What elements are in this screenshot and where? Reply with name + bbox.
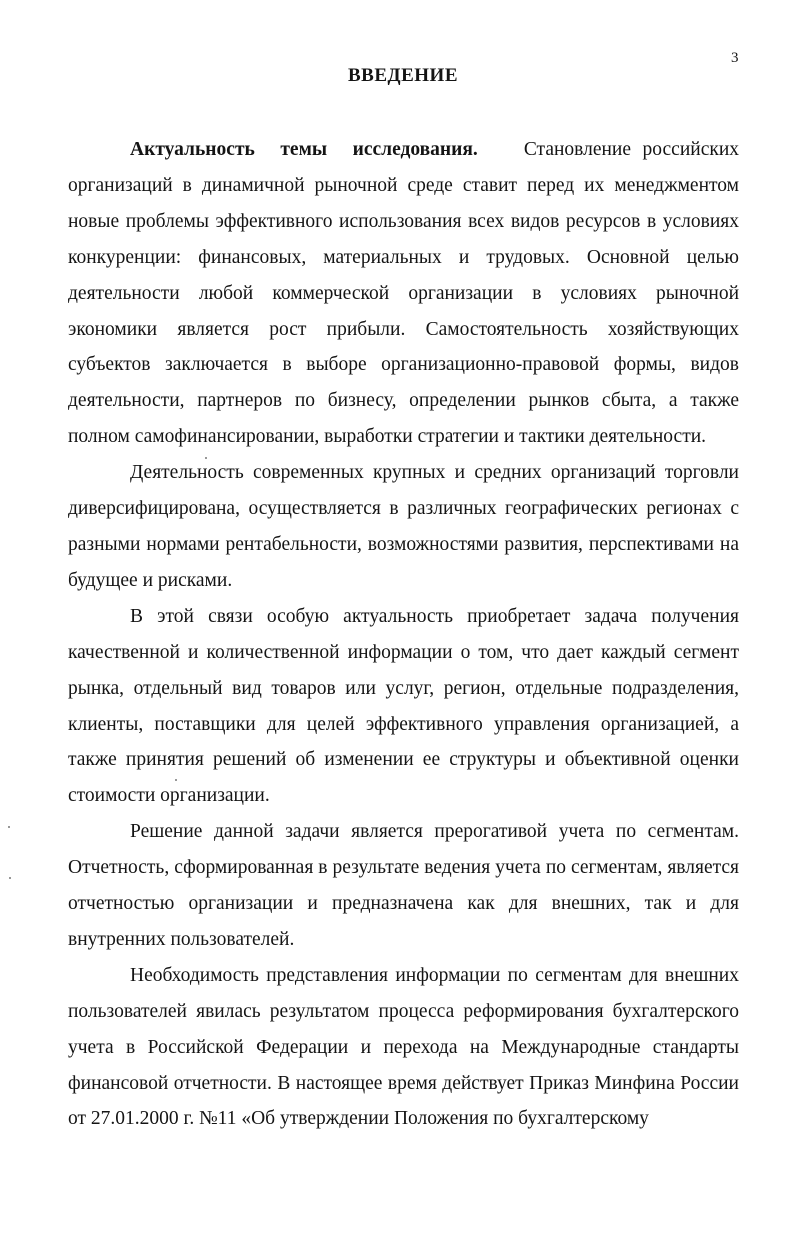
paragraph-lead: Актуальность темы исследования. xyxy=(130,139,478,160)
scan-speck xyxy=(205,457,207,459)
paragraph-necessity: Необходимость представления информации по сегментам для внешних пользователей явилась результатом процесса реформирования бухгалтерского учета в Российской Федерации и перехода на Международные стандарты финансовой отчетности. В настоящее время действует Приказ Минфина России от 27.01.2000 г. №11 «Об утверждении Положения по бухгалтерскому xyxy=(68,964,739,1130)
page-title: ВВЕДЕНИЕ xyxy=(348,65,458,86)
paragraph-solution: Решение данной задачи является прерогативой учета по сегментам. Отчетность, сформированная в результате ведения учета по сегментам, является отчетностью организации и предназначена как для внешних, так и для внутренних пользователей. xyxy=(68,821,739,950)
paragraph-task: В этой связи особую актуальность приобретает задача получения качественной и количественной информации о том, что дает каждый сегмент рынка, отдельный вид товаров или услуг, регион, отдельные подразделения, клиенты, поставщики для целей эффективного управления организацией, а также принятия решений об изменении ее структуры и объективной оценки стоимости организации. xyxy=(68,605,739,807)
page-number: 3 xyxy=(731,50,739,66)
scan-speck xyxy=(9,877,11,879)
document-body xyxy=(68,132,739,1137)
scan-speck xyxy=(175,779,177,781)
paragraph-diversification: Деятельность современных крупных и средних организаций торговли диверсифицирована, осуществляется в различных географических регионах с разными нормами рентабельности, возможностями развития, перспективами на будущее и рисками. xyxy=(68,462,739,591)
paragraph-relevance xyxy=(68,132,739,455)
paragraph-text: Становление российских организаций в динамичной рыночной среде ставит перед их менеджментом новые проблемы эффективного использования всех видов ресурсов в условиях конкуренции: финансовых, материальных и трудовых. Основной целью деятельности любой коммерческой организации в условиях рыночной экономики является рост прибыли. Самостоятельность хозяйствующих субъектов заключается в выборе организационно-правовой формы, видов деятельности, партнеров по бизнесу, определении рынков сбыта, а также полном самофинансировании, выработки стратегии и тактики деятельности. xyxy=(68,139,740,448)
scan-speck xyxy=(8,826,10,828)
